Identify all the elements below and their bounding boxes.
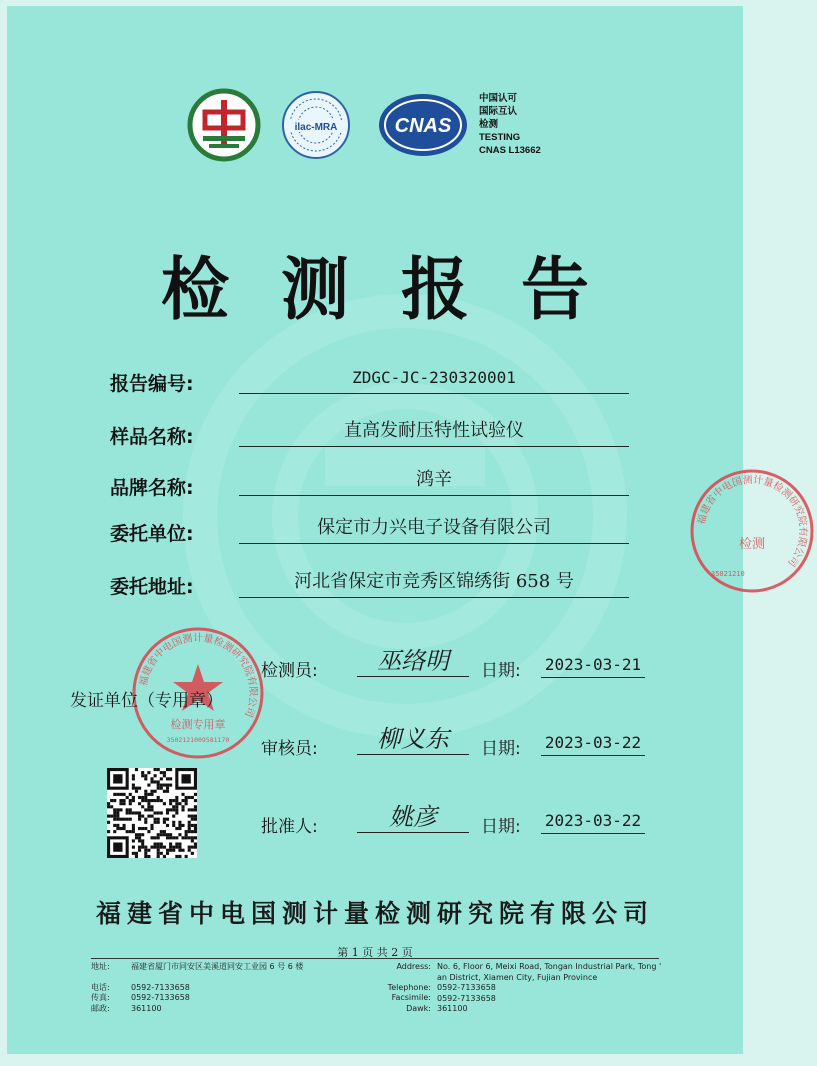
cnas-line: 中国认可 xyxy=(479,93,518,104)
cnas-text: CNAS xyxy=(394,115,452,137)
approver-signature: 姚彦 xyxy=(389,803,437,831)
cnas-line: 国际互认 xyxy=(479,106,518,117)
footer-left-labels xyxy=(91,962,131,1014)
brand-name-label: 品牌名称: xyxy=(110,477,194,499)
footer-divider xyxy=(91,958,659,959)
partial-seal-number: 35021210 xyxy=(711,570,745,578)
report-number-label: 报告编号: xyxy=(110,373,194,395)
seal-ring-text: 福建省中电国测计量检测研究院有限公司 xyxy=(138,632,259,719)
footer-right-labels xyxy=(367,962,431,1014)
inspector-signature: 巫络明 xyxy=(377,647,449,675)
inspector-label: 检测员: xyxy=(261,661,318,681)
footer-address-en-label: Address: xyxy=(396,962,431,971)
report-page xyxy=(7,6,809,1054)
partial-seal-center-text: 检测 xyxy=(739,537,766,552)
cma-logo-icon xyxy=(187,88,261,162)
reviewer-label: 审核员: xyxy=(261,739,318,759)
footer-fax-label: 传真: xyxy=(91,993,110,1002)
qr-code[interactable] xyxy=(107,768,197,858)
approver-signature-line xyxy=(357,802,469,833)
client-address-value: 河北省保定市竞秀区锦绣街 658 号 xyxy=(239,570,629,598)
footer-fax-en: 0592-7133658 xyxy=(437,993,496,1003)
inspector-date: 2023-03-21 xyxy=(541,653,645,678)
footer-address-label: 地址: xyxy=(91,962,110,971)
ilac-mra-logo-icon xyxy=(281,90,351,160)
approver-date: 2023-03-22 xyxy=(541,809,645,834)
footer-zip-label: 邮政: xyxy=(91,1003,110,1013)
approver-date-label: 日期: xyxy=(481,817,521,837)
footer-zip: 361100 xyxy=(131,1003,162,1013)
footer-right-values xyxy=(437,962,667,1015)
seal-number: 3502121009581170 xyxy=(166,736,230,744)
footer-address-en: No. 6, Floor 6, Meixi Road, Tongan Industrial Park, Tong ' an District, Xiamen City, Fujian Province xyxy=(437,962,662,982)
client-unit-value: 保定市力兴电子设备有限公司 xyxy=(239,516,629,544)
reviewer-signature: 柳义东 xyxy=(377,725,449,753)
reviewer-date-label: 日期: xyxy=(481,739,521,759)
client-unit-label: 委托单位: xyxy=(110,523,194,545)
cnas-accreditation-text xyxy=(479,92,541,157)
client-address-label: 委托地址: xyxy=(110,576,194,598)
cnas-logo-icon xyxy=(377,92,469,158)
ilac-text: ilac-MRA xyxy=(294,122,338,133)
sample-name-label: 样品名称: xyxy=(110,426,194,448)
accreditation-logos xyxy=(187,88,587,168)
seal-center-text: 检测专用章 xyxy=(170,718,226,731)
cnas-line: TESTING xyxy=(479,132,521,143)
sample-name-value: 直高发耐压特性试验仪 xyxy=(239,419,629,447)
report-title: 检测报告 xyxy=(160,251,641,330)
footer-fax: 0592-7133658 xyxy=(131,993,190,1002)
footer-left-values xyxy=(131,962,331,1014)
brand-name-value: 鸿辛 xyxy=(239,468,629,496)
footer-tel: 0592-7133658 xyxy=(131,982,190,992)
approver-label: 批准人: xyxy=(261,817,318,837)
partial-seal-stamp xyxy=(687,466,817,596)
partial-seal-ring-text: 福建省中电国测计量检测研究院有限公司 xyxy=(696,474,809,569)
footer-tel-en-label: Telephone: xyxy=(387,982,431,992)
cnas-line: CNAS L13662 xyxy=(479,145,541,156)
footer-tel-en: 0592-7133658 xyxy=(437,983,496,992)
cnas-line: 检测 xyxy=(479,119,499,130)
company-name: 福建省中电国测计量检测研究院有限公司 xyxy=(95,899,654,928)
footer-tel-label: 电话: xyxy=(91,982,110,992)
reviewer-signature-line xyxy=(357,724,469,755)
inspector-date-label: 日期: xyxy=(481,661,521,681)
inspector-signature-line xyxy=(357,646,469,677)
footer-zip-en-label: Dawk: xyxy=(406,1003,431,1013)
footer-address: 福建省厦门市同安区美溪道同安工业园 6 号 6 楼 xyxy=(131,962,304,971)
page-number: 第 1 页 共 2 页 xyxy=(337,946,413,959)
report-number-value: ZDGC-JC-230320001 xyxy=(239,366,629,394)
issuer-label: 发证单位（专用章） xyxy=(70,691,223,711)
reviewer-date: 2023-03-22 xyxy=(541,731,645,756)
footer-zip-en: 361100 xyxy=(437,1004,468,1013)
footer-fax-en-label: Facsimile: xyxy=(391,993,431,1002)
